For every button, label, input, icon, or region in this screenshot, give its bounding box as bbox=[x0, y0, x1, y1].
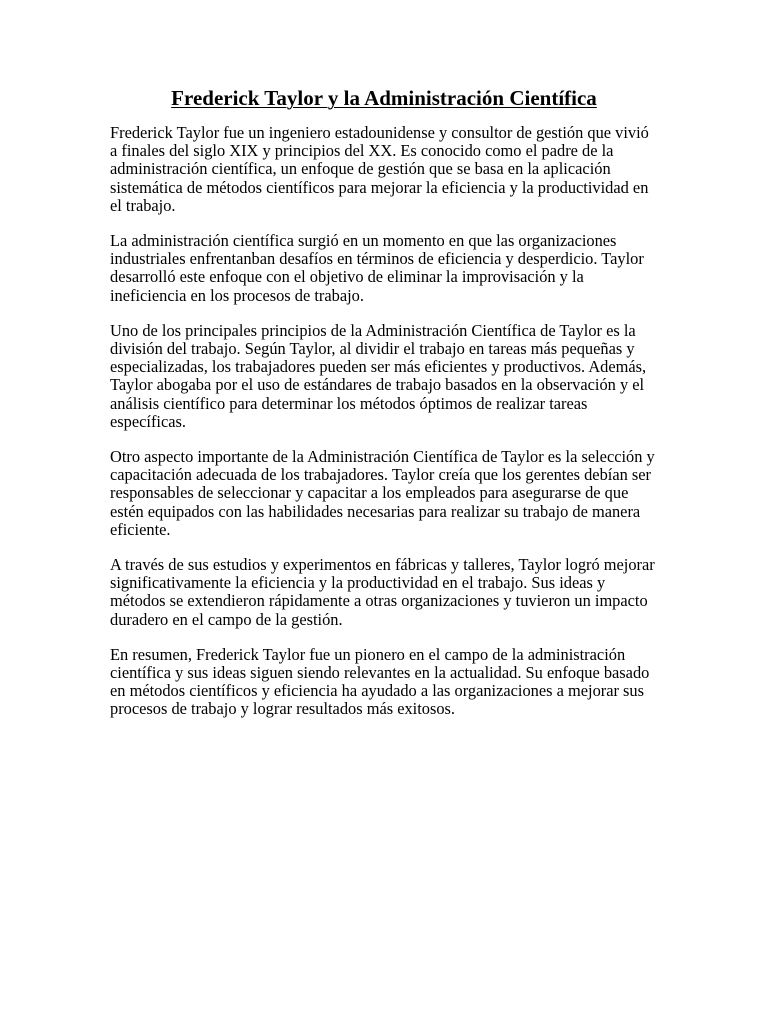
document-title: Frederick Taylor y la Administración Científica bbox=[171, 86, 597, 110]
document-body bbox=[110, 124, 658, 736]
paragraph: Otro aspecto importante de la Administración Científica de Taylor es la selección y capacitación adecuada de los trabajadores. Taylor creía que los gerentes debían ser responsables de seleccionar y capacitar a los empleados para asegurarse de que estén equipados con las habilidades necesarias para realizar su trabajo de manera eficiente. bbox=[110, 447, 655, 539]
paragraph: Frederick Taylor fue un ingeniero estadounidense y consultor de gestión que vivió a finales del siglo XIX y principios del XX. Es conocido como el padre de la administración científica, un enfoque de gestión que se basa en la aplicación sistemática de métodos científicos para mejorar la eficiencia y la productividad en el trabajo. bbox=[110, 123, 649, 215]
paragraph: A través de sus estudios y experimentos en fábricas y talleres, Taylor logró mejorar significativamente la eficiencia y la productividad en el trabajo. Sus ideas y métodos se extendieron rápidamente a otras organizaciones y tuvieron un impacto duradero en el campo de la gestión. bbox=[110, 555, 655, 629]
paragraph: La administración científica surgió en un momento en que las organizaciones industriales enfrentanban desafíos en términos de eficiencia y desperdicio. Taylor desarrolló este enfoque con el objetivo de eliminar la improvisación y la ineficiencia en los procesos de trabajo. bbox=[110, 231, 644, 305]
paragraph: En resumen, Frederick Taylor fue un pionero en el campo de la administración científica y sus ideas siguen siendo relevantes en la actualidad. Su enfoque basado en métodos científicos y eficiencia ha ayudado a las organizaciones a mejorar sus procesos de trabajo y lograr resultados más exitosos. bbox=[110, 644, 650, 719]
paragraph: Uno de los principales principios de la Administración Científica de Taylor es la división del trabajo. Según Taylor, al dividir el trabajo en tareas más pequeñas y especializadas, los trabajadores pueden ser más eficientes y productivos. Además, Taylor abogaba por el uso de estándares de trabajo basados en la observación y el análisis científico para determinar los métodos óptimos de realizar tareas específicas. bbox=[110, 320, 647, 431]
